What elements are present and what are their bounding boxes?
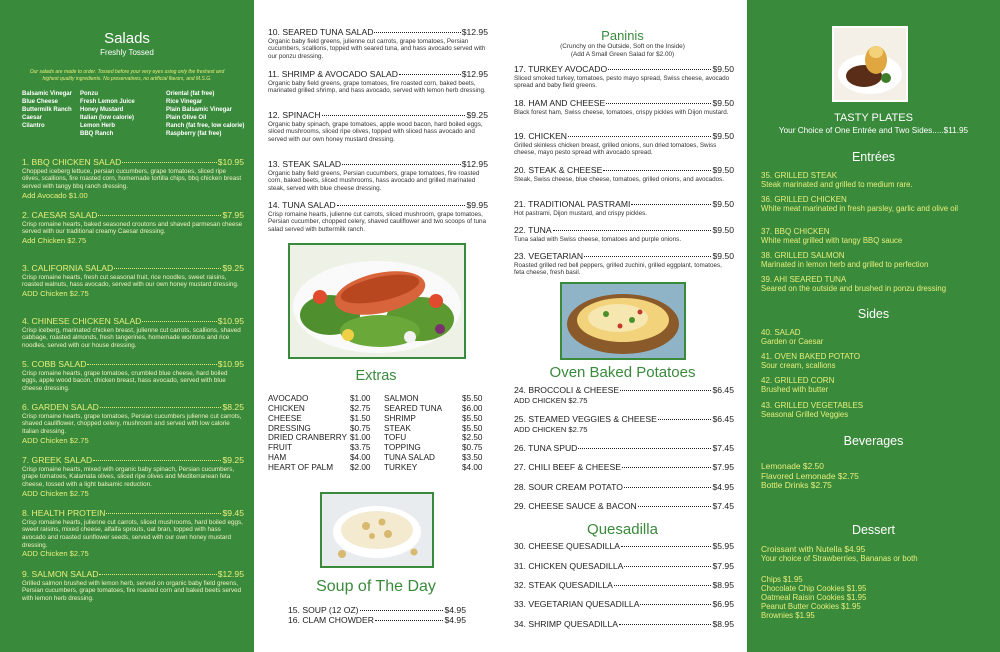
item-price: $7.45 [712, 501, 734, 511]
item-name: 25. STEAMED VEGGIES & CHEESE [514, 414, 657, 424]
item-name: 20. STEAK & CHEESE [514, 165, 603, 175]
steak-plate-photo [832, 26, 908, 102]
item-price: $9.50 [712, 251, 734, 261]
salads-title: Salads [104, 30, 150, 47]
item-name: 19. CHICKEN [514, 131, 568, 141]
paninis-sub1: (Crunchy on the Outside, Soft on the Inside) [560, 43, 685, 50]
item-name: 40. SALAD [761, 328, 801, 337]
item-price: $7.95 [222, 210, 244, 220]
dessert-item: Chips $1.95 [761, 575, 803, 584]
extra-name: STEAK [384, 423, 411, 433]
item-name: 6. GARDEN SALAD [22, 402, 99, 412]
extras-table-right [384, 394, 483, 473]
dessert-item: Brownies $1.95 [761, 610, 815, 620]
item-name: 31. CHICKEN QUESADILLA [514, 561, 624, 571]
entree-item [761, 275, 991, 294]
item-desc: Organic baby field greens, julienne cut carrots, grape tomatoes, Persian cucumbers, scallions, topped with seared tuna, and hass avocado served with our ponzu dressing. [268, 37, 486, 60]
item-desc: Tuna salad with Swiss cheese, tomatoes and purple onions. [514, 235, 682, 243]
soup-title: Soup of The Day [316, 578, 436, 595]
menu-item [268, 111, 488, 144]
item-price: $9.25 [222, 263, 244, 273]
menu-item [514, 415, 734, 434]
menu-item [22, 456, 244, 498]
extra-price: $3.75 [350, 443, 371, 453]
item-name: 18. HAM AND CHEESE [514, 98, 606, 108]
item-desc: Organic baby field greens, Persian cucumbers, grape tomatoes, fire roasted corn, baked beets, sliced mushrooms, hass avocado and grilled marinated steak, served with blue cheese dressing. [268, 169, 480, 192]
item-price: $4.95 [712, 482, 734, 492]
item-desc: Crisp romaine hearts, baked seasoned croutons and shaved parmesan cheese served with our traditional creamy Caesar dressing. [22, 220, 243, 236]
menu-item [268, 70, 488, 95]
extra-price: $2.00 [350, 462, 371, 472]
beverages-list [761, 462, 991, 491]
item-desc: Crisp iceberg, marinated chicken breast, julienne cut carrots, scallions, shaved cabbage, roasted almonds, fresh tangerines, homemade wontons and rice noodles, served with our house dressing. [22, 326, 241, 349]
item-name: 9. SALMON SALAD [22, 569, 99, 579]
beverage-item: Bottle Drinks $2.75 [761, 480, 832, 491]
extra-name: CHEESE [268, 413, 302, 423]
extra-price: $3.50 [462, 453, 483, 463]
item-desc: White meat marinated in fresh parsley, garlic and olive oil [761, 203, 959, 213]
item-desc: Organic baby spinach, grape tomatoes, apple wood bacon, hard boiled eggs, sliced mushrooms, sliced ripe olives, topped with sliced hass avocado and served with our own honey mustard dressing. [268, 120, 483, 143]
extra-price: $2.50 [462, 433, 483, 443]
extra-name: SEARED TUNA [384, 403, 443, 413]
menu-item [22, 211, 244, 245]
item-name: 21. TRADITIONAL PASTRAMI [514, 199, 631, 209]
item-price: $12.95 [461, 27, 488, 37]
extra-row [384, 453, 483, 463]
extra-name: TURKEY [384, 462, 418, 472]
extra-row [268, 463, 371, 473]
dressing: Balsamic Vinegar [22, 91, 72, 97]
item-name: 4. CHINESE CHICKEN SALAD [22, 316, 142, 326]
item-name: 37. BBQ CHICKEN [761, 227, 830, 236]
extra-name: TUNA SALAD [384, 453, 435, 463]
item-desc: Chopped iceberg lettuce, persian cucumbers, grape tomatoes, sliced ripe olives, scallions, fire roasted corn, homemade tortilla chips, bbq chicken breast served with tangy bbq ranch dressing. [22, 167, 242, 190]
item-price: $9.25 [466, 110, 488, 120]
item-name: 34. SHRIMP QUESADILLA [514, 619, 618, 629]
item-price: $6.45 [712, 414, 734, 424]
menu-item [514, 620, 734, 630]
item-price: $8.95 [712, 619, 734, 629]
beverage-item: Flavored Lemonade $2.75 [761, 470, 859, 481]
extra-name: SALMON [384, 394, 419, 403]
entree-item [761, 171, 991, 190]
item-name: 33. VEGETARIAN QUESADILLA [514, 599, 640, 609]
quesadilla-title: Quesadilla [587, 521, 658, 538]
extra-name: HEART OF PALM [268, 462, 334, 472]
dressing: Rice Vinegar [166, 99, 203, 106]
item-price: $4.95 [444, 605, 466, 615]
item-desc: Crisp romaine hearts, grape tomatoes, crumbled blue cheese, hard boiled eggs, apple wood bacon, chicken breast, hass avocado, served with blue cheese dressing. [22, 369, 228, 392]
menu-item [514, 386, 734, 405]
item-desc: Sour cream, scallions [761, 360, 836, 370]
extra-row [268, 433, 371, 443]
item-desc: Crisp romaine hearts, grape tomatoes, Persian cucumbers julienne cut carrots, shaved cauliflower, chopped celery, mushroom and served with low calorie Italian dressing. [22, 412, 242, 435]
menu-item [514, 132, 734, 157]
item-price: $5.95 [712, 541, 734, 551]
salads-panel [0, 0, 254, 652]
item-price: $7.95 [712, 561, 734, 571]
item-price: $8.25 [222, 402, 244, 412]
salads-intro: Our salads are made to order. Tossed before your very eyes using only the freshest and highest quality ingredients. No preservatives, no artificial flavors, and M.S.G. [29, 69, 225, 82]
item-price: $10.95 [217, 316, 244, 326]
salads-extras-soup-panel [254, 0, 498, 652]
dessert-item: Peanut Butter Cookies $1.95 [761, 601, 861, 611]
extra-row [268, 394, 371, 404]
menu-item [514, 99, 734, 116]
extras-title: Extras [355, 368, 397, 384]
menu-item [22, 158, 244, 200]
item-price: $9.25 [222, 455, 244, 465]
item-name: 11. SHRIMP & AVOCADO SALAD [268, 69, 398, 79]
item-addon: ADD CHICKEN $2.75 [514, 395, 588, 405]
menu-item [514, 600, 734, 610]
item-price: $12.95 [217, 569, 244, 579]
paninis-sub2: (Add A Small Green Salad for $2.00) [570, 51, 675, 58]
menu-item [514, 200, 734, 217]
extra-row [384, 433, 483, 443]
tasty-plates-title: TASTY PLATES [834, 112, 913, 124]
item-desc: Organic baby field greens, grape tomatoes, fire roasted corn, baked beets, marinated grilled shrimp, and hass avocado, served with lemon herb dressing. [268, 79, 486, 95]
menu-item [288, 606, 466, 626]
tasty-plates-subtitle: Your Choice of One Entrée and Two Sides.....$11.95 [778, 126, 969, 135]
extra-name: TOPPING [384, 443, 421, 453]
menu-item [514, 444, 734, 454]
item-name: 10. SEARED TUNA SALAD [268, 27, 374, 37]
menu-item [514, 542, 734, 552]
item-addon: ADD Chicken $2.75 [22, 488, 89, 498]
item-name: 29. CHEESE SAUCE & BACON [514, 501, 637, 511]
item-name: 8. HEALTH PROTEIN [22, 508, 106, 518]
item-name: 7. GREEK SALAD [22, 455, 93, 465]
extra-name: DRESSING [268, 423, 311, 433]
clam-chowder-photo [320, 492, 434, 568]
menu-item [514, 65, 734, 90]
menu-item [22, 317, 244, 350]
item-price: $10.95 [217, 157, 244, 167]
item-name: 17. TURKEY AVOCADO [514, 64, 608, 74]
extra-row [384, 414, 483, 424]
extra-name: CHICKEN [268, 403, 305, 413]
item-desc: Seared on the outside and brushed in ponzu dressing [761, 283, 947, 293]
item-name: 32. STEAK QUESADILLA [514, 580, 613, 590]
extras-table-left [268, 394, 371, 473]
extra-price: $1.00 [350, 433, 371, 443]
item-price: $9.50 [712, 165, 734, 175]
item-price: $9.50 [712, 131, 734, 141]
dressing: Ponzu [80, 91, 98, 97]
item-price: $9.95 [466, 200, 488, 210]
item-name: 36. GRILLED CHICKEN [761, 195, 847, 204]
extra-row [268, 414, 371, 424]
menu-item [268, 160, 488, 193]
item-name: 35. GRILLED STEAK [761, 171, 838, 180]
dressing: Fresh Lemon Juice [80, 99, 135, 106]
menu-item [514, 463, 734, 473]
item-desc: White meat grilled with tangy BBQ sauce [761, 235, 903, 245]
item-desc: Black forest ham, Swiss cheese, tomatoes, crispy pickles with Dijon mustard. [514, 108, 729, 116]
item-name: 3. CALIFORNIA SALAD [22, 263, 114, 273]
item-price: $12.95 [461, 69, 488, 79]
menu-item [22, 360, 244, 393]
item-name: 15. SOUP (12 OZ) [288, 605, 359, 615]
item-addon: ADD Chicken $2.75 [22, 549, 89, 559]
item-addon: Add Chicken $2.75 [22, 235, 87, 245]
item-price: $9.50 [712, 199, 734, 209]
item-desc: Marinated in lemon herb and grilled to perfection [761, 259, 929, 269]
entree-item [761, 195, 991, 214]
dressing: Cilantro [22, 123, 45, 130]
item-desc: Hot pastrami, Dijon mustard, and crispy pickles. [514, 209, 647, 217]
item-price: $8.95 [712, 580, 734, 590]
menu-item [22, 509, 244, 559]
menu-item [514, 226, 734, 243]
dressing: Honey Mustard [80, 107, 124, 114]
item-desc: Roasted grilled red bell peppers, grilled zuchini, grilled eggplant, tomatoes, feta cheese, fresh basil. [514, 261, 722, 277]
item-addon: ADD CHICKEN $2.75 [514, 424, 588, 434]
item-desc: Crisp romaine hearts, julienne cut carrots, sliced mushroom, grape tomatoes, Persian cucumber, chopped celery, shaved cauliflower and two scoops of tuna salad served with buttermilk ranch. [268, 210, 486, 233]
dressing: Italian (low calorie) [80, 115, 135, 122]
item-name: 16. CLAM CHOWDER [288, 614, 374, 625]
dessert-title: Dessert [851, 523, 896, 537]
extra-price: $4.00 [462, 462, 483, 472]
item-addon: ADD Chicken $2.75 [22, 288, 89, 298]
extra-row [384, 394, 483, 404]
item-name: 12. SPINACH [268, 110, 321, 120]
item-desc: Brushed with butter [761, 384, 829, 394]
item-name: 1. BBQ CHICKEN SALAD [22, 157, 122, 167]
extra-row [384, 463, 483, 473]
item-name: 30. CHEESE QUESADILLA [514, 541, 621, 551]
item-price: $9.50 [712, 98, 734, 108]
menu-item [514, 166, 734, 183]
extra-price: $0.75 [350, 423, 371, 433]
dessert-lead-name: Croissant with Nutella $4.95 [761, 544, 866, 554]
dressing: Buttermilk Ranch [22, 107, 72, 114]
extra-price: $5.50 [462, 413, 483, 423]
dressing: Raspberry (fat free) [166, 131, 222, 138]
item-name: 42. GRILLED CORN [761, 376, 835, 385]
extra-row [384, 424, 483, 434]
extra-row [268, 453, 371, 463]
item-price: $12.95 [461, 159, 488, 169]
salads-subtitle: Freshly Tossed [100, 48, 154, 57]
item-name: 23. VEGETARIAN [514, 251, 584, 261]
extra-price: $1.50 [350, 413, 371, 423]
beverage-item: Lemonade $2.50 [761, 461, 824, 471]
item-price: $7.45 [712, 443, 734, 453]
dessert-lead-desc: Your choice of Strawberries, Bananas or both [761, 553, 918, 563]
extra-row [268, 424, 371, 434]
extra-name: TOFU [384, 433, 407, 443]
baked-potato-photo [560, 282, 686, 360]
extra-price: $6.00 [462, 403, 483, 413]
extra-name: HAM [268, 453, 287, 463]
paninis-title: Paninis [601, 28, 644, 43]
dressing: Ranch (fat free, low calorie) [166, 123, 245, 130]
menu-item [22, 264, 244, 298]
dessert-item: Chocolate Chip Cookies $1.95 [761, 583, 867, 593]
tasty-plates-panel [747, 0, 1000, 652]
item-name: 28. SOUR CREAM POTATO [514, 482, 623, 492]
entrees-title: Entrées [851, 150, 896, 164]
dressing: BBQ Ranch [80, 131, 114, 138]
extra-price: $5.50 [462, 423, 483, 433]
dessert-lead [761, 545, 991, 564]
item-desc: Crisp romaine hearts, fresh cut seasonal fruit, rice noodles, sweet raisins, roasted walnuts, hass avocado, served with our own honey mustard dressing. [22, 273, 239, 289]
item-name: 5. COBB SALAD [22, 359, 87, 369]
item-desc: Grilled skinless chicken breast, grilled onions, sun dried tomatoes, Swiss cheese, mayo pesto spread with avocado spread. [514, 141, 717, 157]
dressing: Blue Cheese [22, 99, 59, 106]
item-price: $9.50 [712, 225, 734, 235]
item-name: 22. TUNA [514, 225, 552, 235]
item-name: 43. GRILLED VEGETABLES [761, 401, 864, 410]
item-price: $10.95 [217, 359, 244, 369]
dessert-item: Oatmeal Raisin Cookies $1.95 [761, 592, 867, 602]
menu-item [268, 28, 488, 61]
extra-name: FRUIT [268, 443, 293, 453]
potatoes-title: Oven Baked Potatoes [549, 364, 696, 381]
menu-item [268, 201, 488, 234]
extra-row [384, 443, 483, 453]
side-item [761, 328, 991, 347]
item-name: 13. STEAK SALAD [268, 159, 342, 169]
item-name: 14. TUNA SALAD [268, 200, 336, 210]
menu-item [514, 252, 734, 277]
item-price: $6.45 [712, 385, 734, 395]
item-desc: Crisp romaine hearts, julienne cut carrots, sliced mushrooms, hard boiled eggs, sweet raisins, mixed cheese, alfalfa sprouts, oat bran, topped with hass avocado and roasted sunflower seeds, served with our own honey mustard dressing. [22, 518, 243, 549]
extra-row [268, 404, 371, 414]
item-addon: Add Avocado $1.00 [22, 190, 88, 200]
sides-title: Sides [857, 307, 890, 321]
item-name: 38. GRILLED SALMON [761, 251, 845, 260]
item-desc: Grilled salmon brushed with lemon herb, served on organic baby field greens, Persian cucumbers, grape tomatoes, fire roasted corn and baked beets served with lemon herb dressing. [22, 579, 242, 602]
dressing: Oriental (fat free) [166, 91, 215, 97]
extra-name: AVOCADO [268, 394, 309, 403]
menu-item [514, 483, 734, 493]
item-name: 27. CHILI BEEF & CHEESE [514, 462, 621, 472]
item-name: 26. TUNA SPUD [514, 443, 578, 453]
item-name: 24. BROCCOLI & CHEESE [514, 385, 620, 395]
item-price: $9.45 [222, 508, 244, 518]
extra-row [268, 443, 371, 453]
item-desc: Steak, Swiss cheese, blue cheese, tomatoes, grilled onions, and avocados. [514, 175, 725, 183]
dessert-list [761, 576, 991, 621]
item-desc: Steak marinated and grilled to medium rare. [761, 179, 913, 189]
side-item [761, 401, 991, 420]
side-item [761, 352, 991, 371]
menu-item [514, 562, 734, 572]
salmon-salad-photo [288, 243, 466, 359]
extra-name: DRIED CRANBERRY [268, 433, 348, 443]
item-desc: Garden or Caesar [761, 336, 824, 346]
extra-price: $0.75 [462, 443, 483, 453]
item-name: 39. AHI SEARED TUNA [761, 275, 847, 284]
entree-item [761, 227, 991, 246]
item-addon: ADD Chicken $2.75 [22, 435, 89, 445]
menu-item [22, 570, 244, 603]
extra-price: $2.75 [350, 403, 371, 413]
side-item [761, 376, 991, 395]
menu-item [514, 502, 734, 512]
extra-price: $4.00 [350, 453, 371, 463]
menu-item [514, 581, 734, 591]
beverages-title: Beverages [843, 434, 904, 448]
dressing: Plain Balsamic Vinegar [166, 107, 232, 114]
item-desc: Crisp romaine hearts, mixed with organic baby spinach, Persian cucumbers, grape tomatoes, Kalamata olives, sliced ripe olives and Mediterranean feta cheese, tossed with a light balsamic reduction. [22, 465, 235, 488]
item-desc: Sliced smoked turkey, tomatoes, pesto mayo spread, Swiss cheese, avocado spread and baby field greens. [514, 74, 730, 90]
item-name: 2. CAESAR SALAD [22, 210, 98, 220]
dressing: Plain Olive Oil [166, 115, 207, 122]
paninis-potatoes-quesadilla-panel [498, 0, 747, 652]
extra-price: $1.00 [350, 394, 371, 403]
menu-item [22, 403, 244, 445]
extra-row [384, 404, 483, 414]
entree-item [761, 251, 991, 270]
item-desc: Seasonal Grilled Veggies [761, 409, 849, 419]
item-name: 41. OVEN BAKED POTATO [761, 352, 861, 361]
dressing: Lemon Herb [80, 123, 116, 130]
dressing: Caesar [22, 115, 43, 122]
extra-price: $5.50 [462, 394, 483, 403]
item-price: $9.50 [712, 64, 734, 74]
extra-name: SHRIMP [384, 413, 416, 423]
item-price: $4.95 [444, 614, 466, 625]
item-price: $6.95 [712, 599, 734, 609]
item-price: $7.95 [712, 462, 734, 472]
dressing [22, 130, 80, 138]
dressings-list [22, 90, 254, 139]
